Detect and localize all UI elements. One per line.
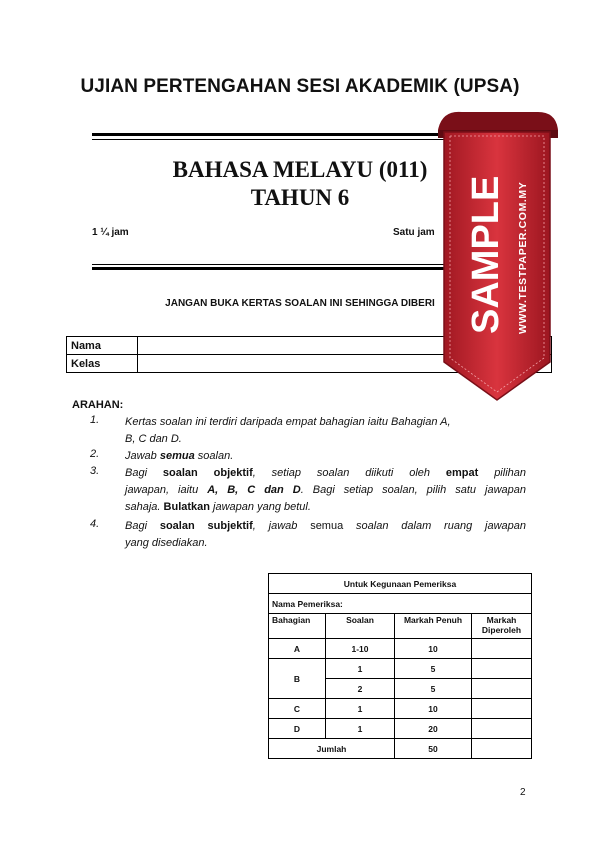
subject-name: BAHASA MELAYU (011): [172, 157, 428, 182]
instruction-number: 2.: [90, 448, 100, 460]
table-row: B 1 5: [269, 659, 532, 679]
duration: 1 ¼ jam: [92, 227, 129, 238]
examiner-table: [268, 573, 532, 759]
table-row: C 1 10: [269, 699, 532, 719]
instructions-title: ARAHAN:: [72, 399, 124, 411]
table-row: 2 5: [269, 679, 532, 699]
instruction-3: Bagi soalan objektif, setiap soalan diikuti oleh empat pilihan jawapan, iaitu A, B, C dan D. Bagi setiap soalan, pilih satu jawapan sahaja. Bulatkan jawapan yang betul.: [125, 467, 526, 513]
total-score-cell[interactable]: [472, 739, 532, 759]
examiner-name-label: Nama Pemeriksa:: [269, 594, 532, 614]
header-markah-diperoleh: Markah Diperoleh: [472, 614, 532, 639]
watermark-sub-text: WWW.TESTPAPER.COM.MY: [517, 181, 529, 334]
instruction-1: Kertas soalan ini terdiri daripada empat bahagian iaitu Bahagian A, B, C dan D.: [125, 416, 451, 445]
total-label: Jumlah: [269, 739, 395, 759]
warning-text: JANGAN BUKA KERTAS SOALAN INI SEHINGGA DIBERI: [165, 298, 435, 309]
instruction-number: 1.: [90, 414, 100, 426]
name-label: Nama: [67, 337, 138, 355]
total-row: [269, 739, 532, 759]
examiner-table-title: Untuk Kegunaan Pemeriksa: [269, 574, 532, 594]
table-row: A 1-10 10: [269, 639, 532, 659]
instruction-4: Bagi soalan subjektif, jawab semua soalan dalam ruang jawapan yang disediakan.: [125, 520, 526, 549]
header-markah-penuh: Markah Penuh: [395, 614, 472, 639]
class-label: Kelas: [67, 355, 138, 373]
watermark-main-text: SAMPLE: [465, 175, 507, 334]
subject-year: TAHUN 6: [250, 185, 350, 210]
score-cell[interactable]: [472, 639, 532, 659]
instruction-number: 3.: [90, 465, 100, 477]
instruction-number: 4.: [90, 518, 100, 530]
header-bahagian: Bahagian: [269, 614, 326, 639]
header-soalan: Soalan: [326, 614, 395, 639]
duration-words: Satu jam: [393, 227, 435, 238]
page-number: 2: [520, 787, 526, 798]
score-cell[interactable]: [472, 659, 532, 679]
table-row: D 1 20: [269, 719, 532, 739]
sample-watermark-ribbon: [420, 100, 570, 420]
ribbon-fold: [438, 112, 558, 130]
exam-title: UJIAN PERTENGAHAN SESI AKADEMIK (UPSA): [80, 76, 520, 97]
score-cell[interactable]: [472, 719, 532, 739]
score-cell[interactable]: [472, 699, 532, 719]
instruction-2: Jawab semua soalan.: [125, 450, 234, 462]
total-value: 50: [395, 739, 472, 759]
score-cell[interactable]: [472, 679, 532, 699]
